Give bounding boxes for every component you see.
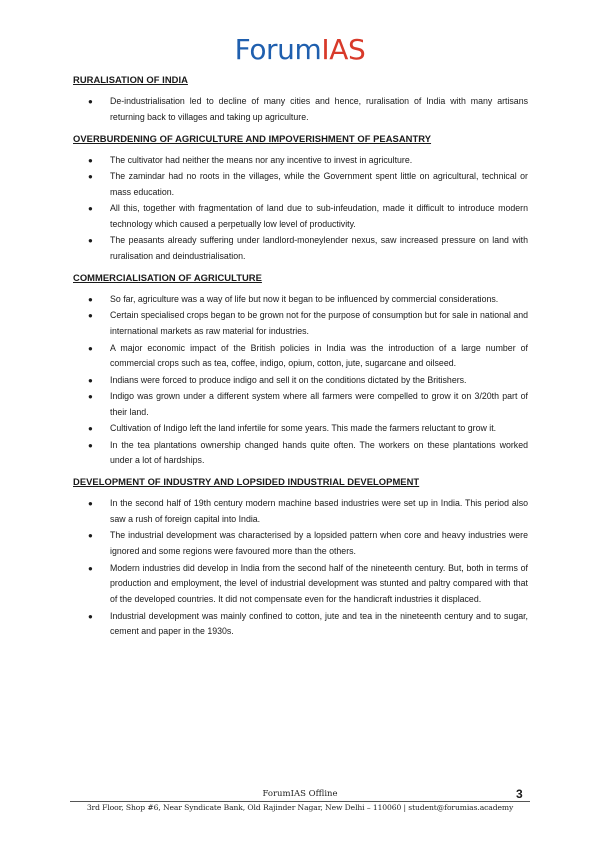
list-item: [88, 341, 528, 373]
list-item: [88, 169, 528, 201]
bullet-text: A major economic impact of the British policies in India was the introduction of a large number of commercial crops such as tea, coffee, indigo, opium, cotton, jute, sugarcane and oilseed.: [110, 342, 528, 369]
list-item: [88, 233, 528, 265]
section-heading: COMMERCIALISATION OF AGRICULTURE: [73, 271, 262, 283]
bullet-text: The cultivator had neither the means nor any incentive to invest in agriculture.: [110, 154, 413, 165]
bullet-text: In the second half of 19th century modern machine based industries were set up in India. This period also saw a rush of foreign capital into India.: [110, 498, 528, 525]
bullet-icon: ●: [88, 343, 93, 353]
section-industrial-development: [73, 476, 528, 640]
list-item: [88, 389, 528, 421]
bullet-text: Industrial development was mainly confined to cotton, jute and tea in the nineteenth century and to sugar, cement and paper in the 1930s.: [110, 610, 528, 637]
bullet-list: [73, 496, 528, 640]
bullet-text: Indians were forced to produce indigo and sell it on the conditions dictated by the Britishers.: [110, 374, 467, 385]
bullet-icon: ●: [88, 204, 93, 214]
list-item: [88, 496, 528, 528]
logo-text-forum: Forum: [234, 33, 322, 66]
section-overburdening: [73, 133, 528, 265]
bullet-icon: ●: [88, 499, 93, 509]
bullet-text: In the tea plantations ownership changed hands quite often. The workers on these plantations worked under a lot of hardships.: [110, 439, 528, 466]
bullet-icon: ●: [88, 97, 93, 106]
section-ruralisation: [73, 74, 528, 126]
bullet-list: [73, 153, 528, 265]
list-item: [88, 373, 528, 389]
list-item: [88, 201, 528, 233]
section-heading: OVERBURDENING OF AGRICULTURE AND IMPOVERISHMENT OF PEASANTRY: [73, 132, 432, 144]
list-item: [88, 94, 528, 126]
bullet-list: [73, 292, 528, 469]
bullet-icon: ●: [88, 311, 93, 321]
bullet-icon: ●: [88, 171, 93, 181]
bullet-text: Indigo was grown under a different system where all farmers were compelled to grow it on 3/20th part of their land.: [110, 391, 528, 417]
page-number: 3: [516, 787, 523, 801]
bullet-icon: ●: [88, 236, 93, 246]
list-item: [88, 421, 528, 437]
bullet-icon: ●: [88, 392, 93, 402]
bullet-text: The zamindar had no roots in the villages, while the Government spent little on agricultural, technical or mass education.: [110, 170, 528, 197]
bullet-icon: ●: [88, 375, 93, 385]
list-item: [88, 609, 528, 641]
list-item: [88, 153, 528, 169]
bullet-list: [73, 94, 528, 126]
bullet-icon: ●: [88, 531, 93, 541]
bullet-icon: ●: [88, 611, 93, 621]
bullet-icon: ●: [88, 440, 93, 450]
bullet-text: The industrial development was characterised by a lopsided pattern when core and heavy industries were ignored and some regions were favoured more than the others.: [110, 530, 528, 557]
bullet-text: Cultivation of Indigo left the land infertile for some years. This made the farmers reluctant to grow it.: [110, 423, 497, 434]
list-item: [88, 438, 528, 470]
bullet-text: The peasants already suffering under landlord-moneylender nexus, saw increased pressure on land with ruralisation and deindustrialisation.: [110, 235, 528, 262]
bullet-text: Certain specialised crops began to be grown not for the purpose of consumption but for sale in national and international markets as raw material for industries.: [110, 310, 528, 337]
section-heading: DEVELOPMENT OF INDUSTRY AND LOPSIDED INDUSTRIAL DEVELOPMENT: [73, 476, 420, 488]
section-heading: RURALISATION OF INDIA: [73, 74, 188, 85]
document-body: [73, 74, 528, 647]
bullet-icon: ●: [88, 424, 93, 434]
footer-divider: [70, 801, 530, 802]
bullet-text: De-industrialisation led to decline of many cities and hence, ruralisation of India with many artisans returning back to villages and taking up agriculture.: [110, 96, 528, 122]
list-item: [88, 561, 528, 608]
forumias-logo: [0, 34, 600, 66]
footer-title: ForumIAS Offline: [262, 789, 338, 799]
bullet-text: So far, agriculture was a way of life but now it began to be influenced by commercial considerations.: [110, 293, 499, 304]
bullet-icon: ●: [88, 563, 93, 573]
list-item: [88, 528, 528, 560]
bullet-text: All this, together with fragmentation of land due to sub-infeudation, made it difficult to introduce modern technology which caused a perpetually low level of productivity.: [110, 203, 528, 229]
bullet-icon: ●: [88, 294, 93, 304]
bullet-icon: ●: [88, 155, 93, 165]
bullet-text: Modern industries did develop in India from the second half of the nineteenth century. But, both in terms of production and employment, the level of industrial development was stunted and paltry compared with that of the developed countries. It did not compensate even for the handicraft industries it displaced.: [110, 562, 528, 605]
section-commercialisation: [73, 272, 528, 469]
logo-text-ias: IAS: [321, 33, 366, 66]
list-item: [88, 308, 528, 340]
footer-address: 3rd Floor, Shop #6, Near Syndicate Bank, Old Rajinder Nagar, New Delhi – 110060 | student@forumias.academy: [86, 803, 514, 812]
list-item: [88, 292, 528, 308]
